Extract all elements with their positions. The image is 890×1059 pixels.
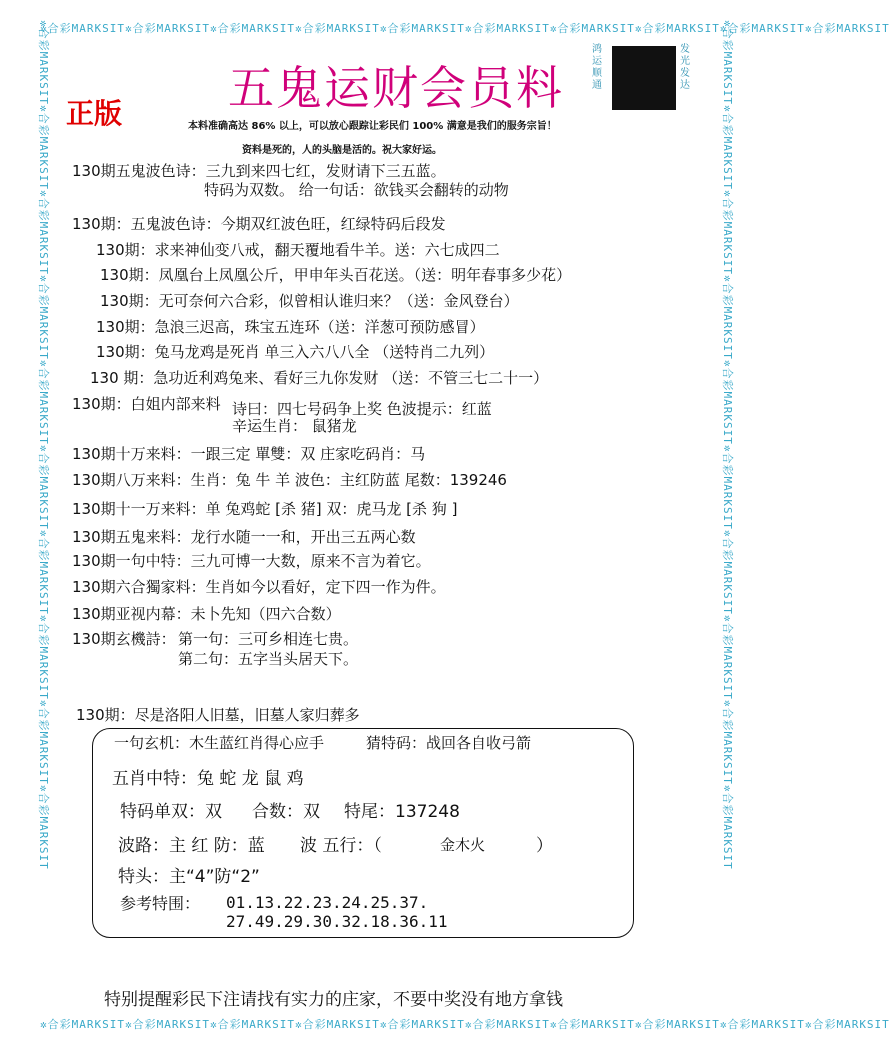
wave-label: 波路： (118, 836, 169, 856)
line-white-sister: 130期：白姐内部来料 (72, 395, 221, 413)
box-tail (344, 797, 460, 822)
head-text: 主“4”防“2” (169, 867, 260, 887)
accuracy-notice: 本料准确高达 86% 以上，可以放心跟踪让彩民们 100% 满意是我们的服务宗旨！ (188, 121, 557, 132)
box-ref-numbers-1: 01.13.22.23.24.25.37. (226, 893, 429, 912)
five-text: 兔 蛇 龙 鼠 鸡 (197, 769, 304, 789)
box-ref-label: 参考特围： (120, 894, 201, 913)
oddeven-label: 特码单双： (120, 802, 205, 822)
sum-text: 双 (303, 802, 320, 822)
line-110k: 130期十一万来料：单 兔鸡蛇 [杀 猪] 双：虎马龙 [杀 狗 ] (72, 500, 458, 518)
decorative-border-bottom: ✲合彩MARKSIT✲合彩MARKSIT✲合彩MARKSIT✲合彩MARKSIT✲合彩MARKSIT✲合彩MARKSIT✲合彩MARKSIT✲合彩MARKSIT✲合彩MARKSIT✲合彩MARKSIT (40, 1018, 890, 1031)
line-80k: 130期八万来料：生肖：兔 牛 羊 波色：主红防蓝 尾数：139246 (72, 471, 507, 489)
decorative-border-right: ✲合彩MARKSIT✲合彩MARKSIT✲合彩MARKSIT✲合彩MARKSIT✲合彩MARKSIT✲合彩MARKSIT✲合彩MARKSIT✲合彩MARKSIT✲合彩MARKSIT✲合彩MARKSIT (721, 20, 734, 870)
box-guess (366, 732, 531, 753)
line-mystic-poem: 130期玄機詩： (72, 630, 176, 648)
tail-label: 特尾： (344, 802, 395, 822)
line-atv-inside: 130期亚视内幕：未卜先知（四六合数） (72, 605, 341, 623)
box-element-prefix: 波 五行：（ (300, 836, 382, 856)
qr-code-image (612, 46, 676, 110)
decorative-border-left: ✲合彩MARKSIT✲合彩MARKSIT✲合彩MARKSIT✲合彩MARKSIT✲合彩MARKSIT✲合彩MARKSIT✲合彩MARKSIT✲合彩MARKSIT✲合彩MARKSIT✲合彩MARKSIT (37, 20, 50, 870)
oddeven-text: 双 (205, 802, 222, 822)
line-one-sentence: 130期一句中特：三九可博一大数，原来不言为着它。 (72, 552, 431, 570)
line-phoenix: 130期：凤凰台上凤凰公斤，甲申年头百花送。（送：明年春事多少花） (100, 266, 572, 284)
box-five-zodiac (112, 764, 304, 789)
page-title: 五鬼运财会员料 (228, 61, 564, 115)
line-luoyang: 130期：尽是洛阳人旧墓，旧墓人家归葬多 (76, 706, 360, 724)
line-mark-six: 130期：无可奈何六合彩，似曾相认谁归来？（送：金风登台） (100, 292, 519, 310)
side-text-left: 鸿运顺通 (592, 44, 602, 91)
line-wave-poem: 130期五鬼波色诗：三九到来四七红，发财请下三五蓝。 (72, 162, 446, 180)
line-100k: 130期十万来料：一跟三定 單雙：双 庄家吃码肖：马 (72, 445, 426, 463)
box-close-paren: ） (536, 836, 553, 856)
line-wave-poem-2: 130期：五鬼波色诗：今期双红波色旺，红绿特码后段发 (72, 215, 446, 233)
line-poem-says: 诗曰：四七号码争上奖 色波提示：红蓝 (232, 400, 492, 418)
box-odd-even (120, 797, 222, 822)
line-five-ghost: 130期五鬼来料：龙行水随一一和，开出三五两心数 (72, 528, 416, 546)
line-exclusive: 130期六合獨家料：生肖如今以看好，定下四一作为件。 (72, 578, 446, 596)
line-first-verse: 第一句：三可乡相连七贵。 (178, 630, 359, 648)
line-eager: 130 期：急功近利鸡兔来、看好三九你发财 （送：不管三七二十一） (90, 369, 549, 387)
riddle-text: 木生蓝红肖得心应手 (189, 734, 325, 752)
line-waves: 130期：急浪三迟高，珠宝五连环（送：洋葱可预防感冒） (96, 318, 485, 336)
head-label: 特头： (118, 867, 169, 887)
box-head (118, 862, 260, 887)
decorative-border-top: ✲合彩MARKSIT✲合彩MARKSIT✲合彩MARKSIT✲合彩MARKSIT✲合彩MARKSIT✲合彩MARKSIT✲合彩MARKSIT✲合彩MARKSIT✲合彩MARKSIT✲合彩MARKSIT (40, 22, 890, 35)
box-ref-numbers-2: 27.49.29.30.32.18.36.11 (226, 912, 448, 931)
line-lucky-zodiac: 辛运生肖： 鼠猪龙 (232, 417, 357, 435)
side-text-right: 发光发达 (680, 44, 690, 91)
line-special-number: 特码为双数。 给一句话：欲钱买会翻转的动物 (204, 181, 509, 199)
line-second-verse: 第二句：五字当头居天下。 (178, 650, 359, 668)
box-wave (118, 831, 265, 856)
box-elements: 金木火 (440, 836, 486, 854)
guess-label: 猜特码： (366, 734, 427, 752)
five-label: 五肖中特： (112, 769, 197, 789)
tail-text: 137248 (395, 802, 460, 822)
genuine-badge: 正版 (66, 97, 123, 130)
box-riddle (114, 732, 324, 753)
sum-label: 合数： (252, 802, 303, 822)
box-sum (252, 797, 320, 822)
wave-text: 主 红 防：蓝 (169, 836, 265, 856)
guess-text: 战回各自收弓箭 (426, 734, 532, 752)
riddle-label: 一句玄机： (114, 734, 190, 752)
luck-notice: 资料是死的，人的头脑是活的。祝大家好运。 (242, 145, 442, 156)
footer-reminder: 特别提醒彩民下注请找有实力的庄家，不要中奖没有地方拿钱 (104, 990, 563, 1010)
line-immortal: 130期：求来神仙变八戒，翻天覆地看牛羊。送：六七成四二 (96, 241, 500, 259)
line-dead-zodiac: 130期：兔马龙鸡是死肖 单三入六八八全 （送特肖二九列） (96, 343, 495, 361)
